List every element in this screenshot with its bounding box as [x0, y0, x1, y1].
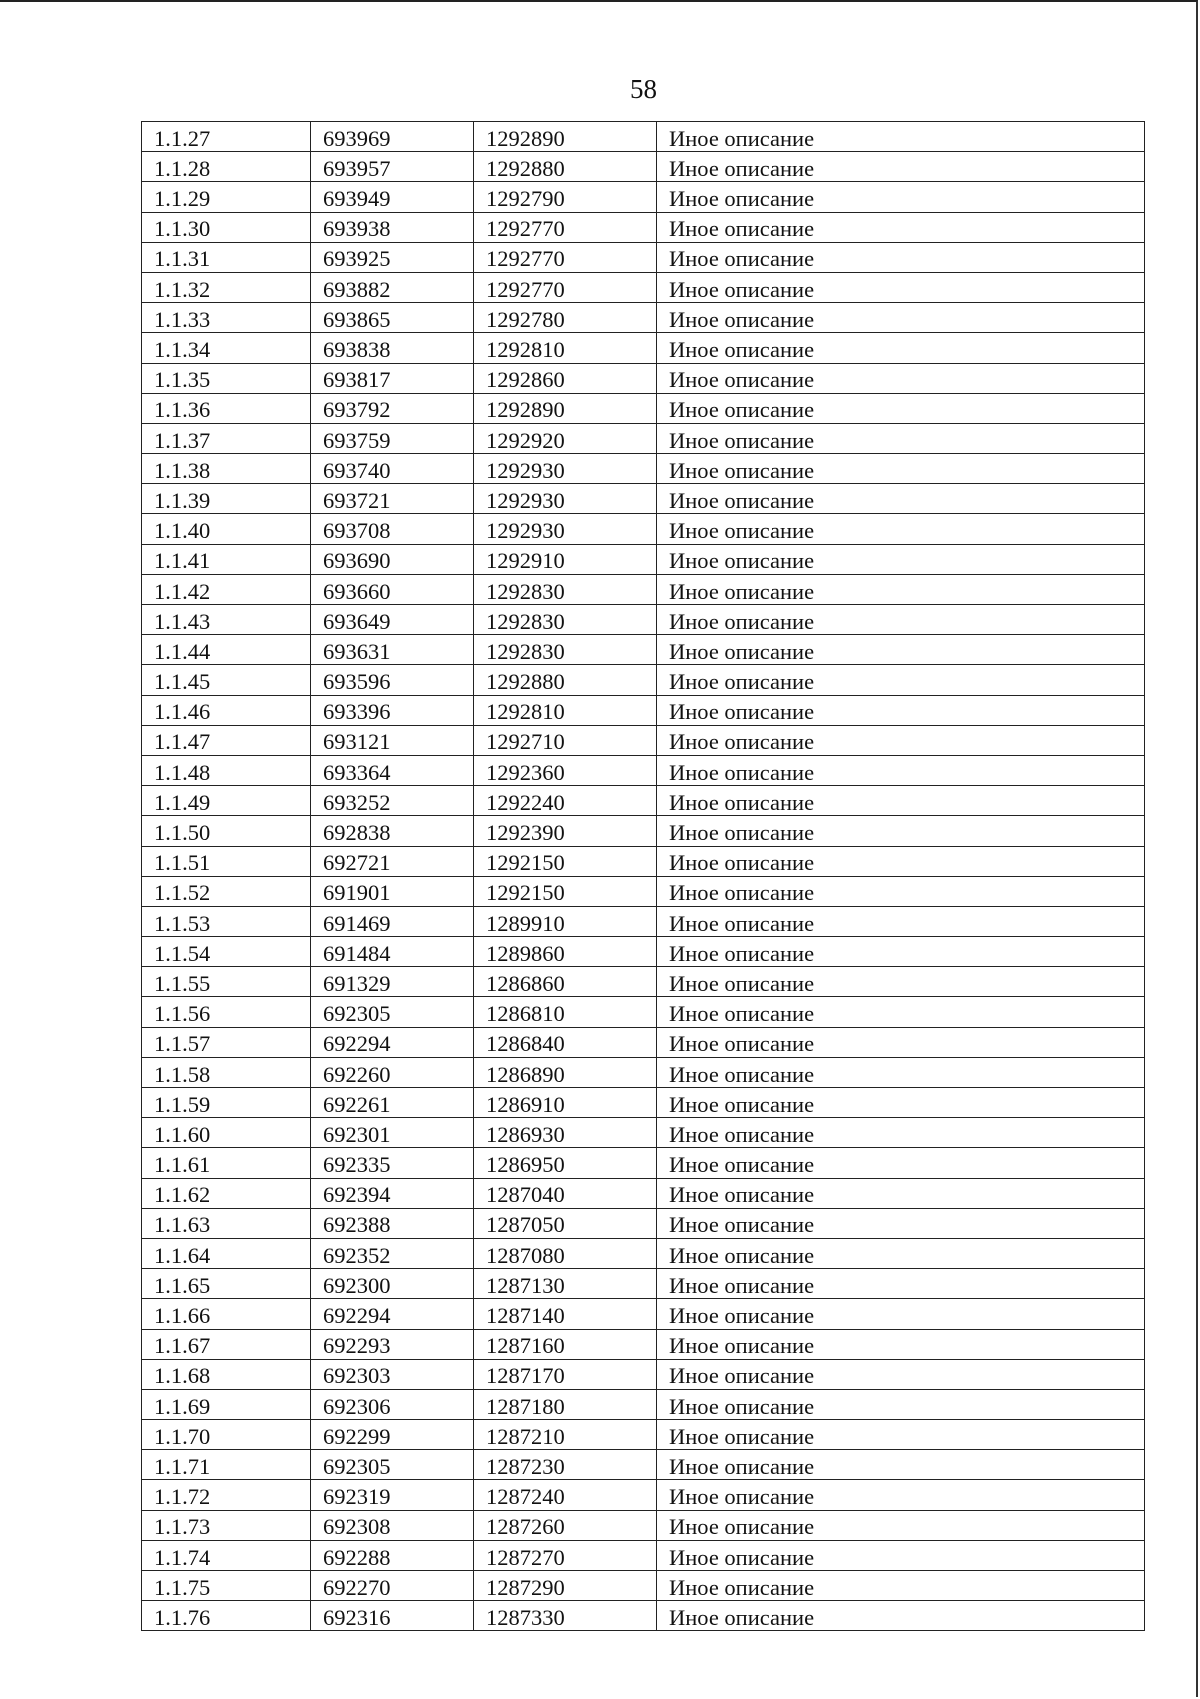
point-number-cell: 1.1.34: [142, 333, 311, 363]
x-coordinate-cell: 692394: [311, 1178, 474, 1208]
x-coordinate-cell: 692306: [311, 1389, 474, 1419]
point-number-cell: 1.1.71: [142, 1450, 311, 1480]
point-number-cell: 1.1.64: [142, 1238, 311, 1268]
description-cell: Иное описание: [657, 363, 1145, 393]
table-row: [142, 1208, 1145, 1238]
table-row: [142, 997, 1145, 1027]
y-coordinate-cell: 1286910: [474, 1088, 657, 1118]
table-row: [142, 665, 1145, 695]
point-number-cell: 1.1.39: [142, 484, 311, 514]
description-cell: Иное описание: [657, 725, 1145, 755]
x-coordinate-cell: 691901: [311, 876, 474, 906]
description-cell: Иное описание: [657, 182, 1145, 212]
description-cell: Иное описание: [657, 1540, 1145, 1570]
table-row: [142, 967, 1145, 997]
point-number-cell: 1.1.62: [142, 1178, 311, 1208]
y-coordinate-cell: 1286890: [474, 1057, 657, 1087]
point-number-cell: 1.1.32: [142, 272, 311, 302]
point-number-cell: 1.1.40: [142, 514, 311, 544]
point-number-cell: 1.1.29: [142, 182, 311, 212]
point-number-cell: 1.1.60: [142, 1118, 311, 1148]
table-row: [142, 1148, 1145, 1178]
point-number-cell: 1.1.67: [142, 1329, 311, 1359]
table-row: [142, 1480, 1145, 1510]
x-coordinate-cell: 693252: [311, 786, 474, 816]
y-coordinate-cell: 1289910: [474, 906, 657, 936]
table-row: [142, 544, 1145, 574]
table-row: [142, 816, 1145, 846]
description-cell: Иное описание: [657, 937, 1145, 967]
x-coordinate-cell: 693740: [311, 454, 474, 484]
point-number-cell: 1.1.35: [142, 363, 311, 393]
table-row: [142, 906, 1145, 936]
description-cell: Иное описание: [657, 242, 1145, 272]
y-coordinate-cell: 1287050: [474, 1208, 657, 1238]
point-number-cell: 1.1.49: [142, 786, 311, 816]
y-coordinate-cell: 1286810: [474, 997, 657, 1027]
point-number-cell: 1.1.55: [142, 967, 311, 997]
y-coordinate-cell: 1292930: [474, 484, 657, 514]
y-coordinate-cell: 1287170: [474, 1359, 657, 1389]
x-coordinate-cell: 693690: [311, 544, 474, 574]
x-coordinate-cell: 693817: [311, 363, 474, 393]
description-cell: Иное описание: [657, 997, 1145, 1027]
x-coordinate-cell: 692300: [311, 1269, 474, 1299]
description-cell: Иное описание: [657, 967, 1145, 997]
point-number-cell: 1.1.68: [142, 1359, 311, 1389]
y-coordinate-cell: 1292890: [474, 393, 657, 423]
y-coordinate-cell: 1292780: [474, 303, 657, 333]
y-coordinate-cell: 1287140: [474, 1299, 657, 1329]
table-row: [142, 755, 1145, 785]
y-coordinate-cell: 1292790: [474, 182, 657, 212]
point-number-cell: 1.1.70: [142, 1420, 311, 1450]
point-number-cell: 1.1.61: [142, 1148, 311, 1178]
point-number-cell: 1.1.74: [142, 1540, 311, 1570]
page-number: 58: [630, 74, 657, 104]
y-coordinate-cell: 1287330: [474, 1601, 657, 1631]
description-cell: Иное описание: [657, 846, 1145, 876]
point-number-cell: 1.1.65: [142, 1269, 311, 1299]
table-row: [142, 1088, 1145, 1118]
description-cell: Иное описание: [657, 665, 1145, 695]
x-coordinate-cell: 692299: [311, 1420, 474, 1450]
coordinates-table: [141, 121, 1145, 1631]
table-row: [142, 1178, 1145, 1208]
x-coordinate-cell: 691469: [311, 906, 474, 936]
x-coordinate-cell: 693838: [311, 333, 474, 363]
table-row: [142, 937, 1145, 967]
point-number-cell: 1.1.47: [142, 725, 311, 755]
description-cell: Иное описание: [657, 786, 1145, 816]
table-row: [142, 786, 1145, 816]
point-number-cell: 1.1.44: [142, 635, 311, 665]
x-coordinate-cell: 693882: [311, 272, 474, 302]
description-cell: Иное описание: [657, 605, 1145, 635]
description-cell: Иное описание: [657, 1178, 1145, 1208]
description-cell: Иное описание: [657, 1299, 1145, 1329]
point-number-cell: 1.1.31: [142, 242, 311, 272]
table-row: [142, 635, 1145, 665]
description-cell: Иное описание: [657, 1148, 1145, 1178]
table-row: [142, 1540, 1145, 1570]
y-coordinate-cell: 1292150: [474, 846, 657, 876]
y-coordinate-cell: 1292710: [474, 725, 657, 755]
y-coordinate-cell: 1287130: [474, 1269, 657, 1299]
table-row: [142, 1299, 1145, 1329]
x-coordinate-cell: 692294: [311, 1027, 474, 1057]
x-coordinate-cell: 693957: [311, 152, 474, 182]
table-row: [142, 1420, 1145, 1450]
y-coordinate-cell: 1287270: [474, 1540, 657, 1570]
table-row: [142, 725, 1145, 755]
table-row: [142, 574, 1145, 604]
description-cell: Иное описание: [657, 1450, 1145, 1480]
x-coordinate-cell: 692319: [311, 1480, 474, 1510]
y-coordinate-cell: 1289860: [474, 937, 657, 967]
description-cell: Иное описание: [657, 1088, 1145, 1118]
point-number-cell: 1.1.75: [142, 1571, 311, 1601]
table-row: [142, 876, 1145, 906]
table-row: [142, 605, 1145, 635]
point-number-cell: 1.1.36: [142, 393, 311, 423]
y-coordinate-cell: 1292930: [474, 454, 657, 484]
description-cell: Иное описание: [657, 1027, 1145, 1057]
x-coordinate-cell: 693364: [311, 755, 474, 785]
point-number-cell: 1.1.59: [142, 1088, 311, 1118]
y-coordinate-cell: 1292830: [474, 574, 657, 604]
table-row: [142, 363, 1145, 393]
table-row: [142, 1389, 1145, 1419]
description-cell: Иное описание: [657, 695, 1145, 725]
table-row: [142, 122, 1145, 152]
y-coordinate-cell: 1287210: [474, 1420, 657, 1450]
y-coordinate-cell: 1287230: [474, 1450, 657, 1480]
description-cell: Иное описание: [657, 303, 1145, 333]
description-cell: Иное описание: [657, 1208, 1145, 1238]
y-coordinate-cell: 1287180: [474, 1389, 657, 1419]
description-cell: Иное описание: [657, 1359, 1145, 1389]
point-number-cell: 1.1.37: [142, 423, 311, 453]
x-coordinate-cell: 692305: [311, 1450, 474, 1480]
table-row: [142, 1027, 1145, 1057]
x-coordinate-cell: 693121: [311, 725, 474, 755]
table-row: [142, 1450, 1145, 1480]
point-number-cell: 1.1.72: [142, 1480, 311, 1510]
y-coordinate-cell: 1292150: [474, 876, 657, 906]
y-coordinate-cell: 1292880: [474, 152, 657, 182]
table-row: [142, 272, 1145, 302]
x-coordinate-cell: 693969: [311, 122, 474, 152]
description-cell: Иное описание: [657, 755, 1145, 785]
x-coordinate-cell: 692303: [311, 1359, 474, 1389]
x-coordinate-cell: 692335: [311, 1148, 474, 1178]
point-number-cell: 1.1.33: [142, 303, 311, 333]
y-coordinate-cell: 1292830: [474, 635, 657, 665]
point-number-cell: 1.1.58: [142, 1057, 311, 1087]
description-cell: Иное описание: [657, 1571, 1145, 1601]
table-row: [142, 514, 1145, 544]
table-row: [142, 333, 1145, 363]
description-cell: Иное описание: [657, 484, 1145, 514]
description-cell: Иное описание: [657, 333, 1145, 363]
table-row: [142, 1601, 1145, 1631]
x-coordinate-cell: 693792: [311, 393, 474, 423]
point-number-cell: 1.1.27: [142, 122, 311, 152]
x-coordinate-cell: 692293: [311, 1329, 474, 1359]
y-coordinate-cell: 1292910: [474, 544, 657, 574]
y-coordinate-cell: 1287290: [474, 1571, 657, 1601]
x-coordinate-cell: 693596: [311, 665, 474, 695]
description-cell: Иное описание: [657, 1329, 1145, 1359]
y-coordinate-cell: 1287160: [474, 1329, 657, 1359]
point-number-cell: 1.1.43: [142, 605, 311, 635]
y-coordinate-cell: 1292810: [474, 333, 657, 363]
x-coordinate-cell: 692261: [311, 1088, 474, 1118]
point-number-cell: 1.1.73: [142, 1510, 311, 1540]
table-row: [142, 152, 1145, 182]
description-cell: Иное описание: [657, 423, 1145, 453]
y-coordinate-cell: 1286950: [474, 1148, 657, 1178]
description-cell: Иное описание: [657, 574, 1145, 604]
table-row: [142, 846, 1145, 876]
point-number-cell: 1.1.56: [142, 997, 311, 1027]
description-cell: Иное описание: [657, 906, 1145, 936]
description-cell: Иное описание: [657, 876, 1145, 906]
x-coordinate-cell: 691329: [311, 967, 474, 997]
y-coordinate-cell: 1287240: [474, 1480, 657, 1510]
table-row: [142, 1057, 1145, 1087]
description-cell: Иное описание: [657, 152, 1145, 182]
table-row: [142, 423, 1145, 453]
table-row: [142, 454, 1145, 484]
point-number-cell: 1.1.66: [142, 1299, 311, 1329]
x-coordinate-cell: 693938: [311, 212, 474, 242]
y-coordinate-cell: 1292770: [474, 242, 657, 272]
table-row: [142, 1118, 1145, 1148]
description-cell: Иное описание: [657, 635, 1145, 665]
description-cell: Иное описание: [657, 1118, 1145, 1148]
table-row: [142, 242, 1145, 272]
point-number-cell: 1.1.50: [142, 816, 311, 846]
description-cell: Иное описание: [657, 1601, 1145, 1631]
description-cell: Иное описание: [657, 454, 1145, 484]
table-row: [142, 484, 1145, 514]
x-coordinate-cell: 693759: [311, 423, 474, 453]
description-cell: Иное описание: [657, 122, 1145, 152]
table-row: [142, 1269, 1145, 1299]
point-number-cell: 1.1.42: [142, 574, 311, 604]
table-row: [142, 1571, 1145, 1601]
x-coordinate-cell: 692288: [311, 1540, 474, 1570]
table-row: [142, 1510, 1145, 1540]
y-coordinate-cell: 1292860: [474, 363, 657, 393]
x-coordinate-cell: 692308: [311, 1510, 474, 1540]
point-number-cell: 1.1.46: [142, 695, 311, 725]
description-cell: Иное описание: [657, 1420, 1145, 1450]
y-coordinate-cell: 1292240: [474, 786, 657, 816]
y-coordinate-cell: 1292810: [474, 695, 657, 725]
point-number-cell: 1.1.57: [142, 1027, 311, 1057]
y-coordinate-cell: 1292890: [474, 122, 657, 152]
y-coordinate-cell: 1287260: [474, 1510, 657, 1540]
x-coordinate-cell: 693660: [311, 574, 474, 604]
x-coordinate-cell: 693396: [311, 695, 474, 725]
x-coordinate-cell: 692838: [311, 816, 474, 846]
y-coordinate-cell: 1286840: [474, 1027, 657, 1057]
x-coordinate-cell: 693649: [311, 605, 474, 635]
x-coordinate-cell: 691484: [311, 937, 474, 967]
x-coordinate-cell: 692721: [311, 846, 474, 876]
description-cell: Иное описание: [657, 1057, 1145, 1087]
description-cell: Иное описание: [657, 816, 1145, 846]
point-number-cell: 1.1.51: [142, 846, 311, 876]
description-cell: Иное описание: [657, 272, 1145, 302]
point-number-cell: 1.1.28: [142, 152, 311, 182]
y-coordinate-cell: 1286860: [474, 967, 657, 997]
description-cell: Иное описание: [657, 514, 1145, 544]
x-coordinate-cell: 692388: [311, 1208, 474, 1238]
y-coordinate-cell: 1286930: [474, 1118, 657, 1148]
description-cell: Иное описание: [657, 1269, 1145, 1299]
y-coordinate-cell: 1292390: [474, 816, 657, 846]
point-number-cell: 1.1.52: [142, 876, 311, 906]
table-row: [142, 1329, 1145, 1359]
point-number-cell: 1.1.38: [142, 454, 311, 484]
description-cell: Иное описание: [657, 1510, 1145, 1540]
table-row: [142, 393, 1145, 423]
table-row: [142, 212, 1145, 242]
description-cell: Иное описание: [657, 1480, 1145, 1510]
point-number-cell: 1.1.76: [142, 1601, 311, 1631]
table-row: [142, 1238, 1145, 1268]
table-row: [142, 695, 1145, 725]
description-cell: Иное описание: [657, 1389, 1145, 1419]
point-number-cell: 1.1.41: [142, 544, 311, 574]
y-coordinate-cell: 1292920: [474, 423, 657, 453]
point-number-cell: 1.1.54: [142, 937, 311, 967]
x-coordinate-cell: 693631: [311, 635, 474, 665]
description-cell: Иное описание: [657, 544, 1145, 574]
description-cell: Иное описание: [657, 393, 1145, 423]
point-number-cell: 1.1.48: [142, 755, 311, 785]
y-coordinate-cell: 1287040: [474, 1178, 657, 1208]
x-coordinate-cell: 693708: [311, 514, 474, 544]
y-coordinate-cell: 1292930: [474, 514, 657, 544]
point-number-cell: 1.1.53: [142, 906, 311, 936]
description-cell: Иное описание: [657, 212, 1145, 242]
y-coordinate-cell: 1292830: [474, 605, 657, 635]
x-coordinate-cell: 693949: [311, 182, 474, 212]
point-number-cell: 1.1.30: [142, 212, 311, 242]
y-coordinate-cell: 1287080: [474, 1238, 657, 1268]
coordinates-table-body: [142, 122, 1145, 1631]
x-coordinate-cell: 692294: [311, 1299, 474, 1329]
y-coordinate-cell: 1292880: [474, 665, 657, 695]
x-coordinate-cell: 693865: [311, 303, 474, 333]
x-coordinate-cell: 692270: [311, 1571, 474, 1601]
x-coordinate-cell: 692260: [311, 1057, 474, 1087]
x-coordinate-cell: 693721: [311, 484, 474, 514]
table-row: [142, 303, 1145, 333]
table-row: [142, 1359, 1145, 1389]
x-coordinate-cell: 692301: [311, 1118, 474, 1148]
point-number-cell: 1.1.69: [142, 1389, 311, 1419]
y-coordinate-cell: 1292770: [474, 212, 657, 242]
point-number-cell: 1.1.63: [142, 1208, 311, 1238]
x-coordinate-cell: 692352: [311, 1238, 474, 1268]
y-coordinate-cell: 1292770: [474, 272, 657, 302]
x-coordinate-cell: 693925: [311, 242, 474, 272]
y-coordinate-cell: 1292360: [474, 755, 657, 785]
point-number-cell: 1.1.45: [142, 665, 311, 695]
description-cell: Иное описание: [657, 1238, 1145, 1268]
x-coordinate-cell: 692316: [311, 1601, 474, 1631]
x-coordinate-cell: 692305: [311, 997, 474, 1027]
table-row: [142, 182, 1145, 212]
